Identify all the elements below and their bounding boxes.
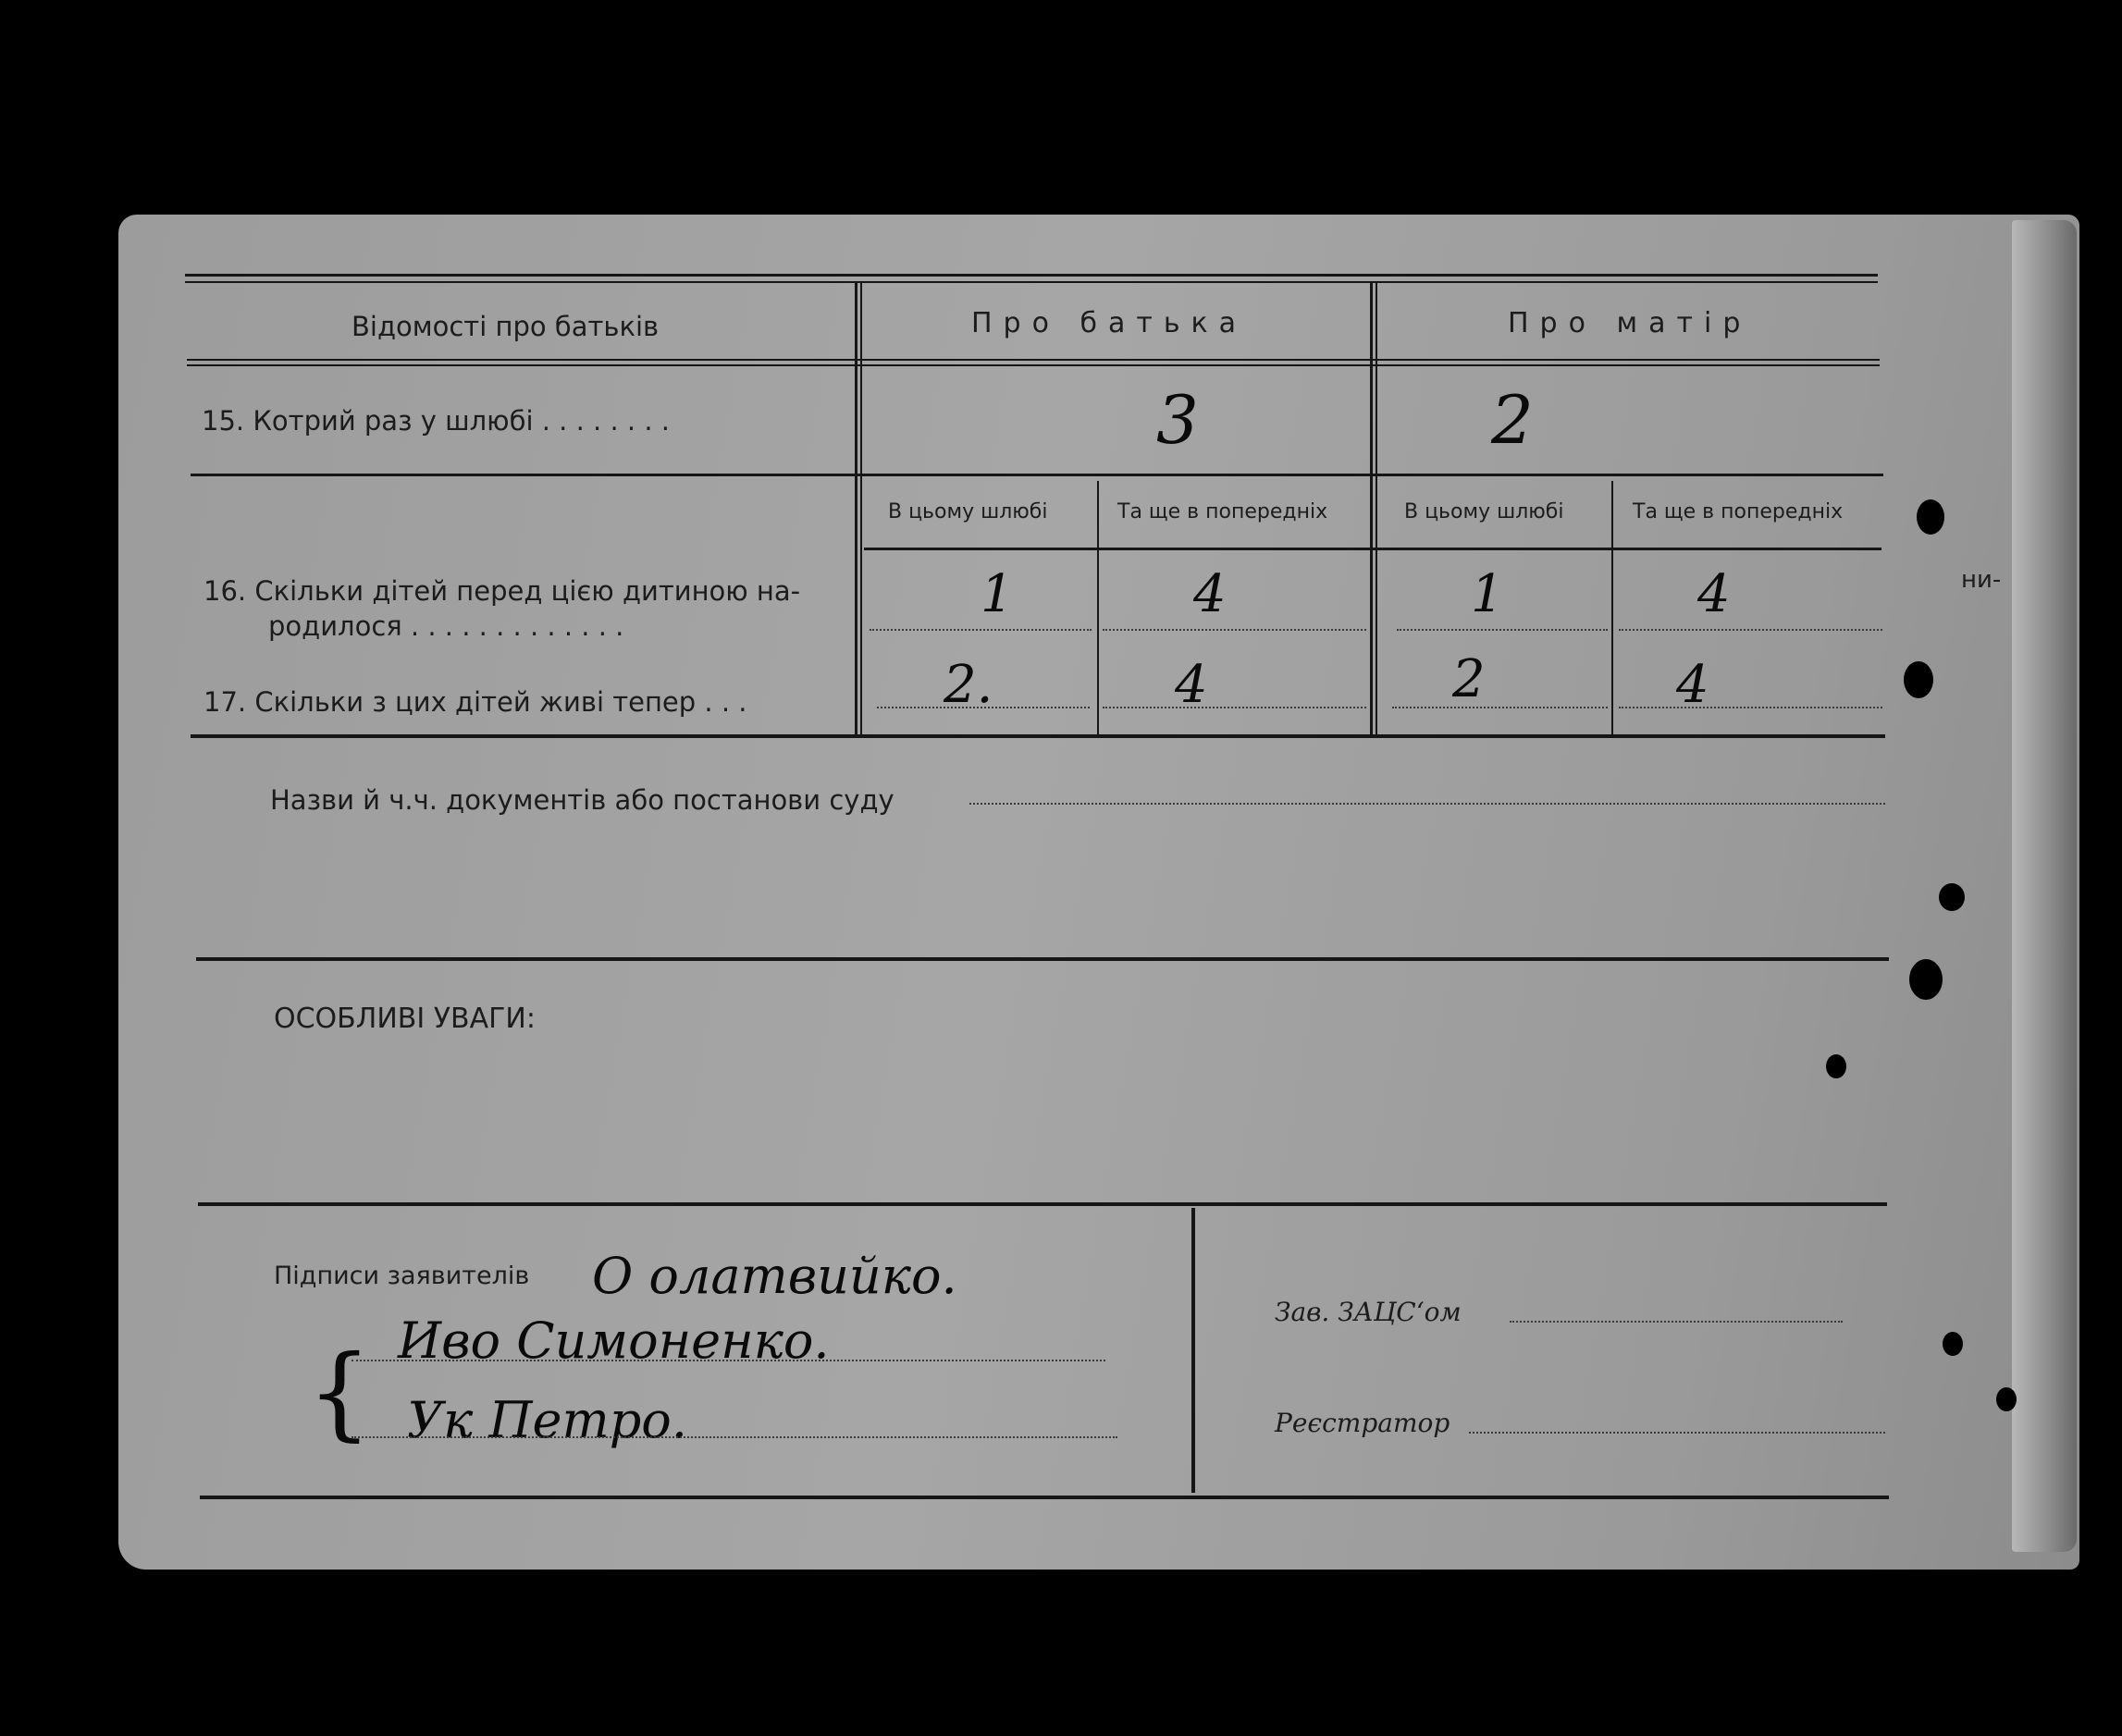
- row15-father-value: 3: [1156, 381, 1199, 459]
- table-bottom-rule: [191, 734, 1885, 738]
- signature-section-divider: [1191, 1208, 1195, 1493]
- subcolumn-divider: [1611, 481, 1613, 734]
- punch-hole: [1917, 499, 1944, 535]
- subheader-rule: [864, 548, 1881, 550]
- header-bottom-rule: [187, 359, 1880, 361]
- row16-mother-this: 1: [1471, 564, 1504, 624]
- row15-label: 15. Котрий раз у шлюбі . . . . . . . .: [202, 405, 670, 437]
- header-father: Про батька: [971, 307, 1248, 339]
- documents-label: Назви й ч.ч. документів або постанови суду: [270, 784, 894, 816]
- header-top-rule: [185, 281, 1878, 283]
- column-divider: [855, 283, 857, 736]
- row16-father-this: 1: [981, 564, 1014, 624]
- row16-mother-previous: 4: [1697, 564, 1731, 624]
- row16-dotted-line: [1397, 629, 1608, 631]
- subheader-father-this: В цьому шлюбі: [888, 500, 1048, 523]
- header-top-rule: [185, 274, 1878, 277]
- subheader-father-previous: Та ще в попередніх: [1117, 500, 1328, 523]
- column-divider: [1376, 283, 1377, 736]
- row17-mother-previous: 4: [1676, 655, 1709, 715]
- punch-hole: [1996, 1387, 2017, 1411]
- head-of-registry-dotted-line: [1510, 1321, 1843, 1323]
- punch-hole: [1904, 661, 1933, 698]
- row17-dotted-line: [1103, 707, 1366, 708]
- row16-dotted-line: [1619, 629, 1882, 631]
- row16-dotted-line: [870, 629, 1092, 631]
- row17-dotted-line: [877, 707, 1090, 708]
- row17-label: 17. Скільки з цих дітей живі тепер . . .: [204, 686, 747, 718]
- signature-brace: {: [307, 1333, 372, 1451]
- documents-bottom-rule: [196, 957, 1889, 961]
- header-column-label: Відомості про батьків: [352, 311, 660, 342]
- registrar-label: Реєстратор: [1275, 1408, 1450, 1438]
- signature-3-dotted-line: [352, 1436, 1117, 1438]
- header-mother: Про матір: [1508, 307, 1752, 339]
- column-divider: [1370, 283, 1373, 736]
- row15-mother-value: 2: [1491, 381, 1534, 459]
- subheader-mother-this: В цьому шлюбі: [1404, 500, 1564, 523]
- signature-2-dotted-line: [352, 1360, 1105, 1361]
- remarks-label: ОСОБЛИВІ УВАГИ:: [274, 1003, 536, 1035]
- row16-dotted-line: [1103, 629, 1366, 631]
- signature-2: Иво Симоненко.: [398, 1311, 830, 1370]
- documents-dotted-line: [969, 803, 1885, 805]
- column-divider: [860, 283, 862, 736]
- punch-hole: [1909, 959, 1943, 1000]
- subheader-mother-previous: Та ще в попередніх: [1633, 500, 1844, 523]
- form-bottom-rule: [200, 1496, 1889, 1499]
- row17-dotted-line: [1619, 707, 1882, 708]
- signature-1: О олатвийко.: [592, 1247, 957, 1305]
- row16-father-previous: 4: [1193, 564, 1227, 624]
- head-of-registry-label: Зав. ЗАЦС‘ом: [1275, 1297, 1462, 1327]
- remarks-bottom-rule: [198, 1202, 1887, 1206]
- punch-hole: [1826, 1054, 1846, 1078]
- edge-fragment: ни-: [1961, 566, 2002, 594]
- row17-dotted-line: [1392, 707, 1608, 708]
- row15-bottom-rule: [191, 474, 1883, 476]
- row17-mother-this: 2: [1452, 649, 1486, 709]
- punch-hole: [1943, 1332, 1963, 1356]
- registrar-dotted-line: [1469, 1432, 1885, 1434]
- header-bottom-rule: [187, 364, 1880, 366]
- row17-father-this: 2.: [944, 655, 993, 715]
- row16-label-line2: родилося . . . . . . . . . . . . .: [268, 610, 624, 642]
- subcolumn-divider: [1097, 481, 1099, 734]
- row17-father-previous: 4: [1175, 655, 1208, 715]
- adjacent-page-edge: [2012, 220, 2077, 1552]
- punch-hole: [1939, 883, 1965, 911]
- signature-3: Ук Петро.: [407, 1391, 687, 1449]
- signatures-label: Підписи заявителів: [274, 1262, 530, 1290]
- row16-label-line1: 16. Скільки дітей перед цією дитиною на-: [204, 575, 801, 607]
